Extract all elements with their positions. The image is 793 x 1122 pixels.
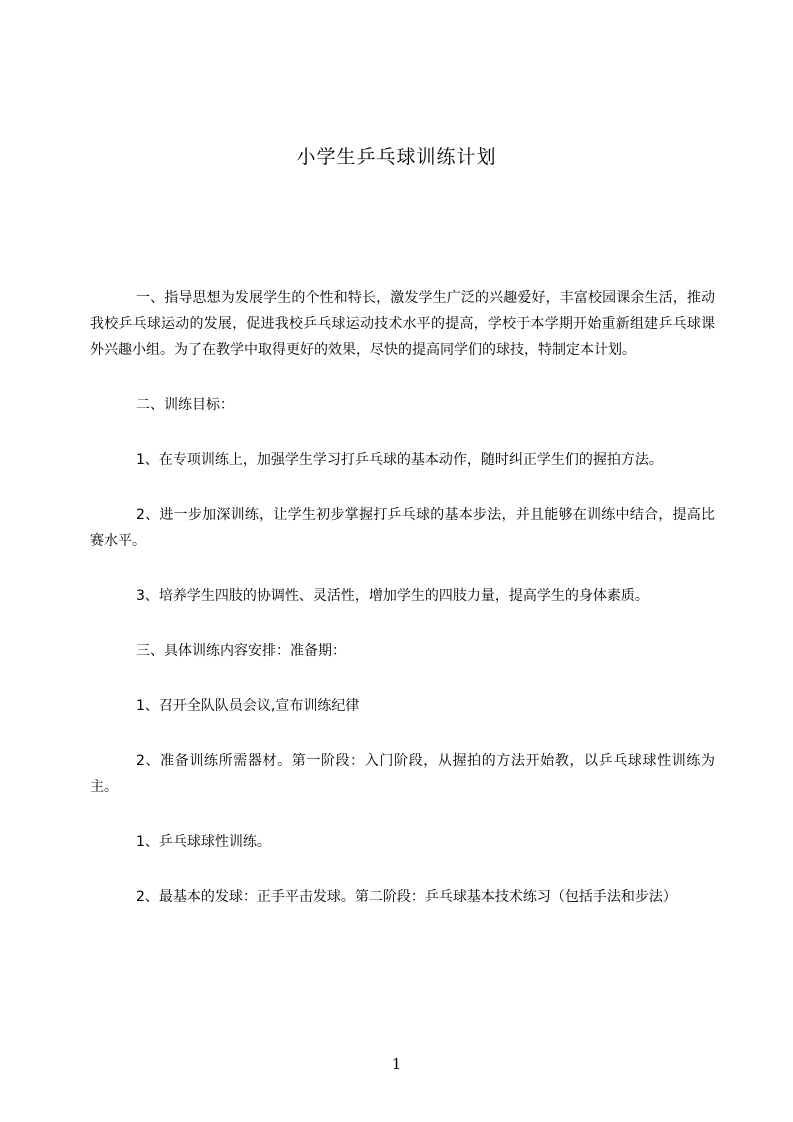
- document-title: 小学生乒乓球训练计划: [296, 146, 497, 168]
- paragraph-stage-1-item-1: 1、乒乓球球性训练。: [136, 834, 271, 850]
- document-body: [90, 285, 715, 939]
- paragraph-goal-3: 3、培养学生四肢的协调性、灵活性，增加学生的四肢力量，提高学生的身体素质。: [136, 588, 649, 604]
- paragraph-goal-1: 1、在专项训练上，加强学生学习打乒乓球的基本动作，随时纠正学生们的握拍方法。: [136, 452, 663, 468]
- paragraph-preparation-1: 1、召开全队队员会议,宣布训练纪律: [136, 698, 360, 714]
- paragraph-stage-1-item-2: 2、最基本的发球：正手平击发球。第二阶段：乒乓球基本技术练习（包括手法和步法）: [136, 889, 677, 905]
- paragraph-preparation-2: 2、准备训练所需器材。第一阶段：入门阶段，从握拍的方法开始教，以乒乓球球性训练为主。: [90, 753, 715, 795]
- paragraph-training-goals-heading: 二、训练目标：: [136, 397, 234, 413]
- page-number: 1: [391, 1055, 402, 1073]
- paragraph-content-arrangement-heading: 三、具体训练内容安排：准备期：: [136, 643, 346, 659]
- paragraph-guiding-ideology: 一、指导思想为发展学生的个性和特长，激发学生广泛的兴趣爱好，丰富校园课余生活，推动我校乒乓球运动的发展，促进我校乒乓球运动技术水平的提高，学校于本学期开始重新组建乒乓球课外兴趣小组。为了在教学中取得更好的效果，尽快的提高同学们的球技，特制定本计划。: [90, 290, 715, 358]
- paragraph-goal-2: 2、进一步加深训练，让学生初步掌握打乒乓球的基本步法，并且能够在训练中结合，提高比赛水平。: [90, 507, 715, 549]
